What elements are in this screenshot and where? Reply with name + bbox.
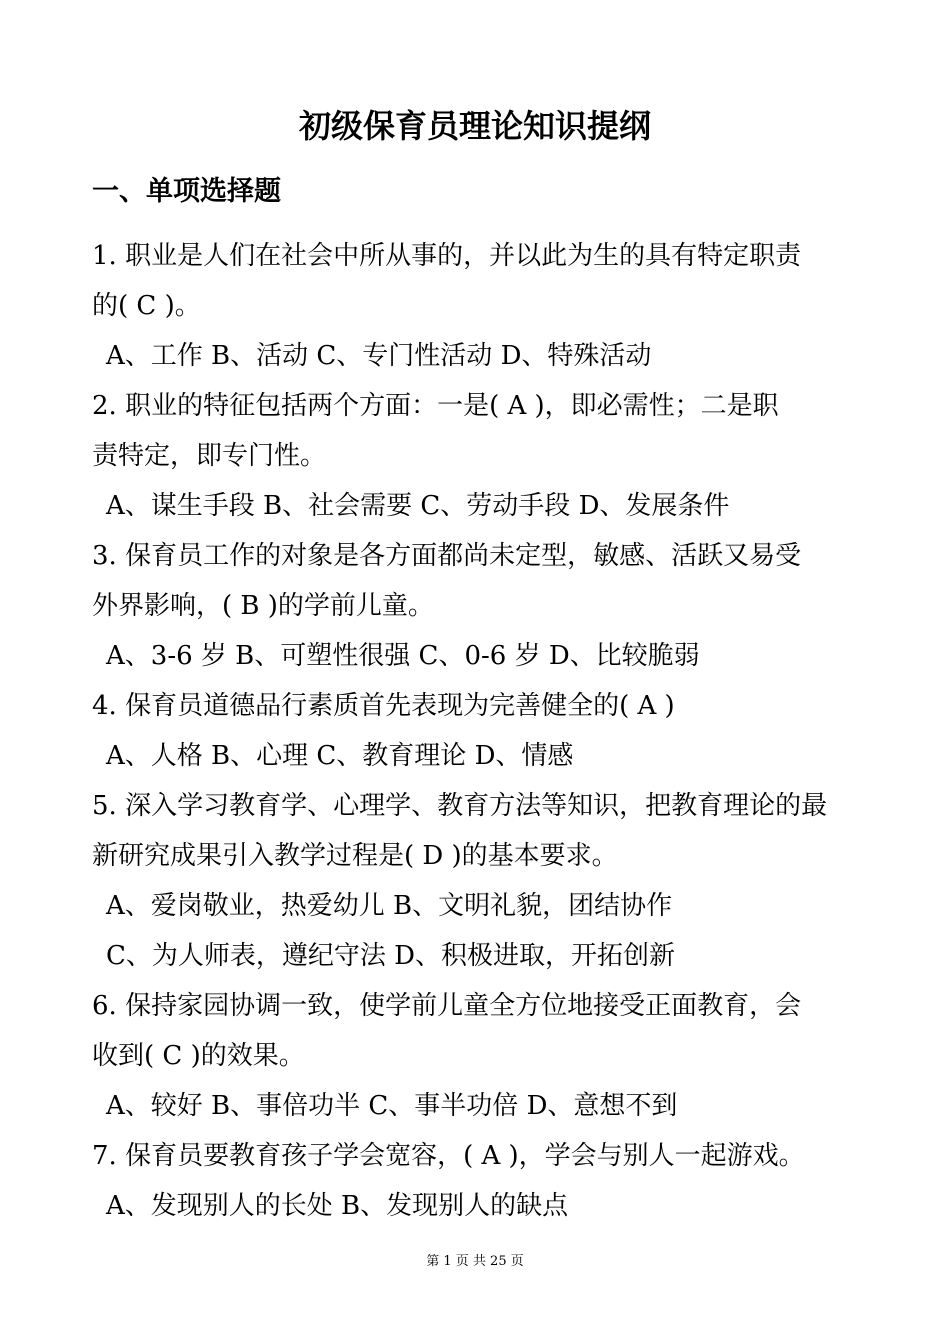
answer-options-line: A、谋生手段 B、社会需要 C、劳动手段 D、发展条件 xyxy=(106,491,730,521)
section-heading: 一、单项选择题 xyxy=(92,176,281,207)
question-text-line: 1. 职业是人们在社会中所从事的，并以此为生的具有特定职责 xyxy=(92,241,802,271)
question-text-line: 收到( C )的效果。 xyxy=(92,1041,305,1071)
answer-options-line: C、为人师表，遵纪守法 D、积极进取，开拓创新 xyxy=(106,941,676,971)
answer-options-line: A、工作 B、活动 C、专门性活动 D、特殊活动 xyxy=(106,341,652,371)
answer-options-line: A、人格 B、心理 C、教育理论 D、情感 xyxy=(106,741,574,771)
question-text-line: 4. 保育员道德品行素质首先表现为完善健全的( A ) xyxy=(92,691,675,721)
question-text-line: 2. 职业的特征包括两个方面：一是( A )，即必需性；二是职 xyxy=(92,391,779,421)
question-text-line: 7. 保育员要教育孩子学会宽容，( A )，学会与别人一起游戏。 xyxy=(92,1141,805,1171)
question-text-line: 5. 深入学习教育学、心理学、教育方法等知识，把教育理论的最 xyxy=(92,791,828,821)
question-text-line: 的( C )。 xyxy=(92,291,201,321)
question-text-line: 外界影响，( B )的学前儿童。 xyxy=(92,591,434,621)
document-title: 初级保育员理论知识提纲 xyxy=(298,107,651,145)
question-text-line: 3. 保育员工作的对象是各方面都尚未定型，敏感、活跃又易受 xyxy=(92,541,802,571)
question-list xyxy=(92,231,872,1231)
question-text-line: 新研究成果引入教学过程是( D )的基本要求。 xyxy=(92,841,618,871)
page-footer: 第 1 页 共 25 页 xyxy=(426,1254,524,1269)
question-text-line: 责特定，即专门性。 xyxy=(92,441,327,471)
answer-options-line: A、3-6 岁 B、可塑性很强 C、0-6 岁 D、比较脆弱 xyxy=(106,641,700,671)
question-text-line: 6. 保持家园协调一致，使学前儿童全方位地接受正面教育，会 xyxy=(92,991,802,1021)
answer-options-line: A、较好 B、事倍功半 C、事半功倍 D、意想不到 xyxy=(106,1091,678,1121)
answer-options-line: A、爱岗敬业，热爱幼儿 B、文明礼貌，团结协作 xyxy=(106,891,673,921)
answer-options-line: A、发现别人的长处 B、发现别人的缺点 xyxy=(106,1191,569,1221)
